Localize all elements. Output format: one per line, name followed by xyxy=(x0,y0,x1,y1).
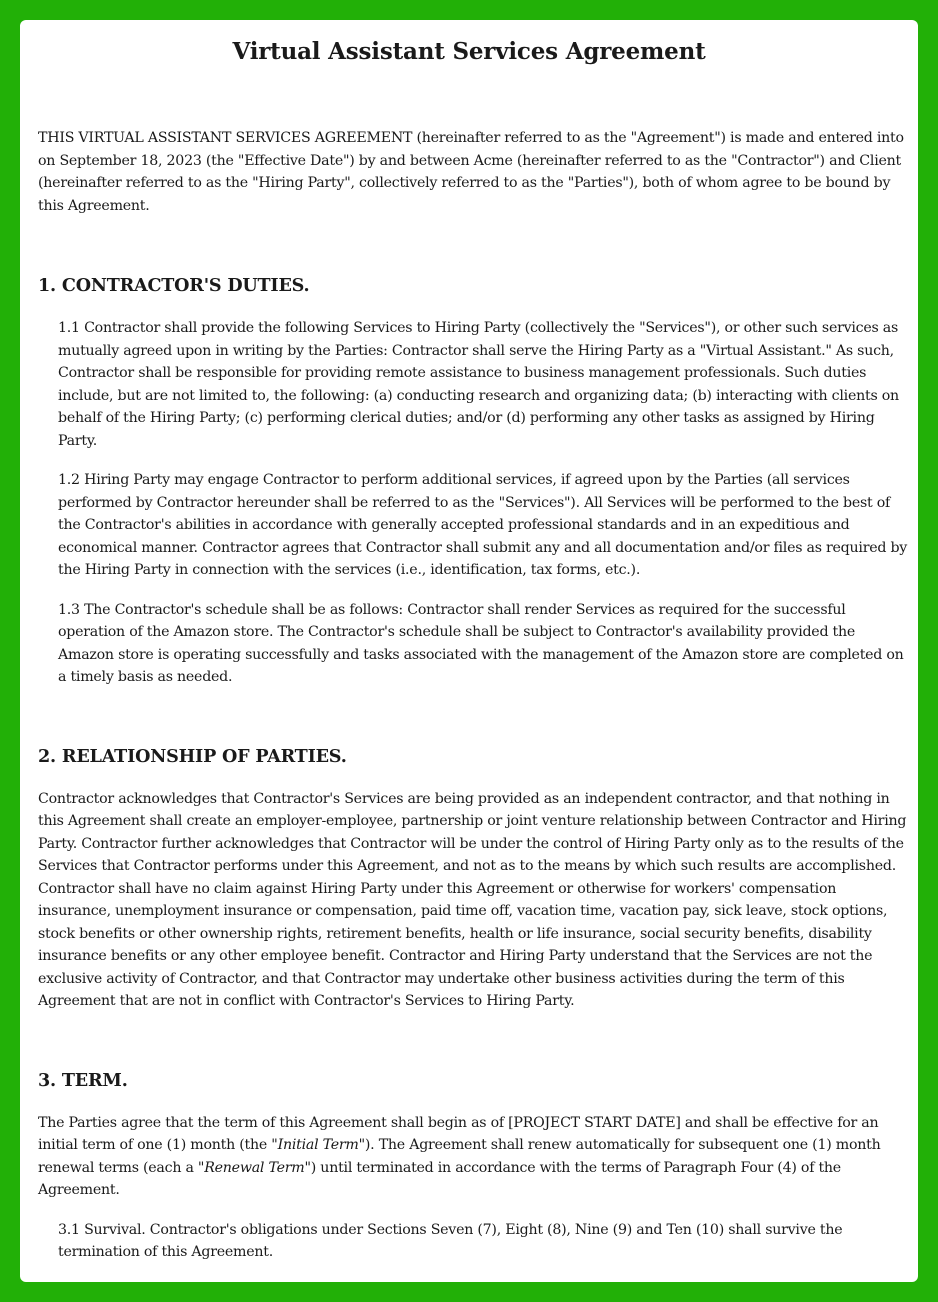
term-text-c: ") until terminated in accordance with the terms of Paragraph Four (4) of the Agreement. xyxy=(38,1159,841,1198)
clause-1-3: 1.3 The Contractor's schedule shall be as follows: Contractor shall render Services as required for the successful operation of the Amazon store. The Contractor's schedule shall be subject to Contractor's availability provided the Amazon store is operating successfully and tasks associated with the management of the Amazon store are completed on a timely basis as needed. xyxy=(58,601,904,685)
clause-1-2: 1.2 Hiring Party may engage Contractor to perform additional services, if agreed upon by the Parties (all services performed by Contractor hereunder shall be referred to as the "Services"). All Services will be performed to the best of the Contractor's abilities in accordance with generally accepted professional standards and in an expeditious and economical manner. Contractor agrees that Contractor shall submit any and all documentation and/or files as required by the Hiring Party in connection with the services (i.e., identification, tax forms, etc.). xyxy=(58,472,908,578)
renewal-term-label: Renewal Term xyxy=(204,1159,305,1176)
term-paragraph xyxy=(38,1112,910,1202)
term-text-b: "). The Agreement shall renew automatically for subsequent one (1) month renewal terms (each a " xyxy=(38,1137,881,1176)
section-heading: 1. CONTRACTOR'S DUTIES. xyxy=(38,275,310,296)
section-heading: 2. RELATIONSHIP OF PARTIES. xyxy=(38,745,347,767)
relationship-paragraph: Contractor acknowledges that Contractor's Services are being provided as an independent contractor, and that nothing in this Agreement shall create an employer-employee, partnership or joint venture relationship between Contractor and Hiring Party. Contractor further acknowledges that Contractor will be under the control of Hiring Party only as to the results of the Services that Contractor performs under this Agreement, and not as to the means by which such results are accomplished. Contractor shall have no claim against Hiring Party under this Agreement or otherwise for workers' compensation insurance, unemployment insurance or compensation, paid time off, vacation time, vacation pay, sick leave, stock options, stock benefits or other ownership rights, retirement benefits, health or life insurance, social security benefits, disability insurance benefits or any other employee benefit. Contractor and Hiring Party understand that the Services are not the exclusive activity of Contractor, and that Contractor may undertake other business activities during the term of this Agreement that are not in conflict with Contractor's Services to Hiring Party. xyxy=(38,790,907,1009)
section-contractors-duties xyxy=(38,275,910,689)
clause-3-1: 3.1 Survival. Contractor's obligations under Sections Seven (7), Eight (8), Nine (9) and Ten (10) shall survive the termination of this Agreement. xyxy=(58,1221,843,1260)
term-text-a: The Parties agree that the term of this Agreement shall begin as of [PROJECT START DATE] and shall be effective for an initial term of one (1) month (the " xyxy=(38,1114,879,1153)
section-relationship-of-parties xyxy=(38,746,910,1013)
document-title: Virtual Assistant Services Agreement xyxy=(232,38,706,65)
initial-term-label: Initial Term xyxy=(277,1137,359,1153)
clause-1-1: 1.1 Contractor shall provide the following Services to Hiring Party (collectively the "Services"), or other such services as mutually agreed upon in writing by the Parties: Contractor shall serve the Hiring Party as a "Virtual Assistant." As such, Contractor shall be responsible for providing remote assistance to business management professionals. Such duties include, but are not limited to, the following: (a) conducting research and organizing data; (b) interacting with clients on behalf of the Hiring Party; (c) performing clerical duties; and/or (d) performing any other tasks as assigned by Hiring Party. xyxy=(58,320,899,449)
document-page xyxy=(20,20,918,1282)
intro-paragraph: THIS VIRTUAL ASSISTANT SERVICES AGREEMENT (hereinafter referred to as the "Agreement") is made and entered into on September 18, 2023 (the "Effective Date") by and between Acme (hereinafter referred to as the "Contractor") and Client (hereinafter referred to as the "Hiring Party", collectively referred to as the "Parties"), both of whom agree to be bound by this Agreement. xyxy=(38,130,904,214)
section-term xyxy=(38,1070,910,1264)
section-heading: 3. TERM. xyxy=(38,1069,128,1091)
